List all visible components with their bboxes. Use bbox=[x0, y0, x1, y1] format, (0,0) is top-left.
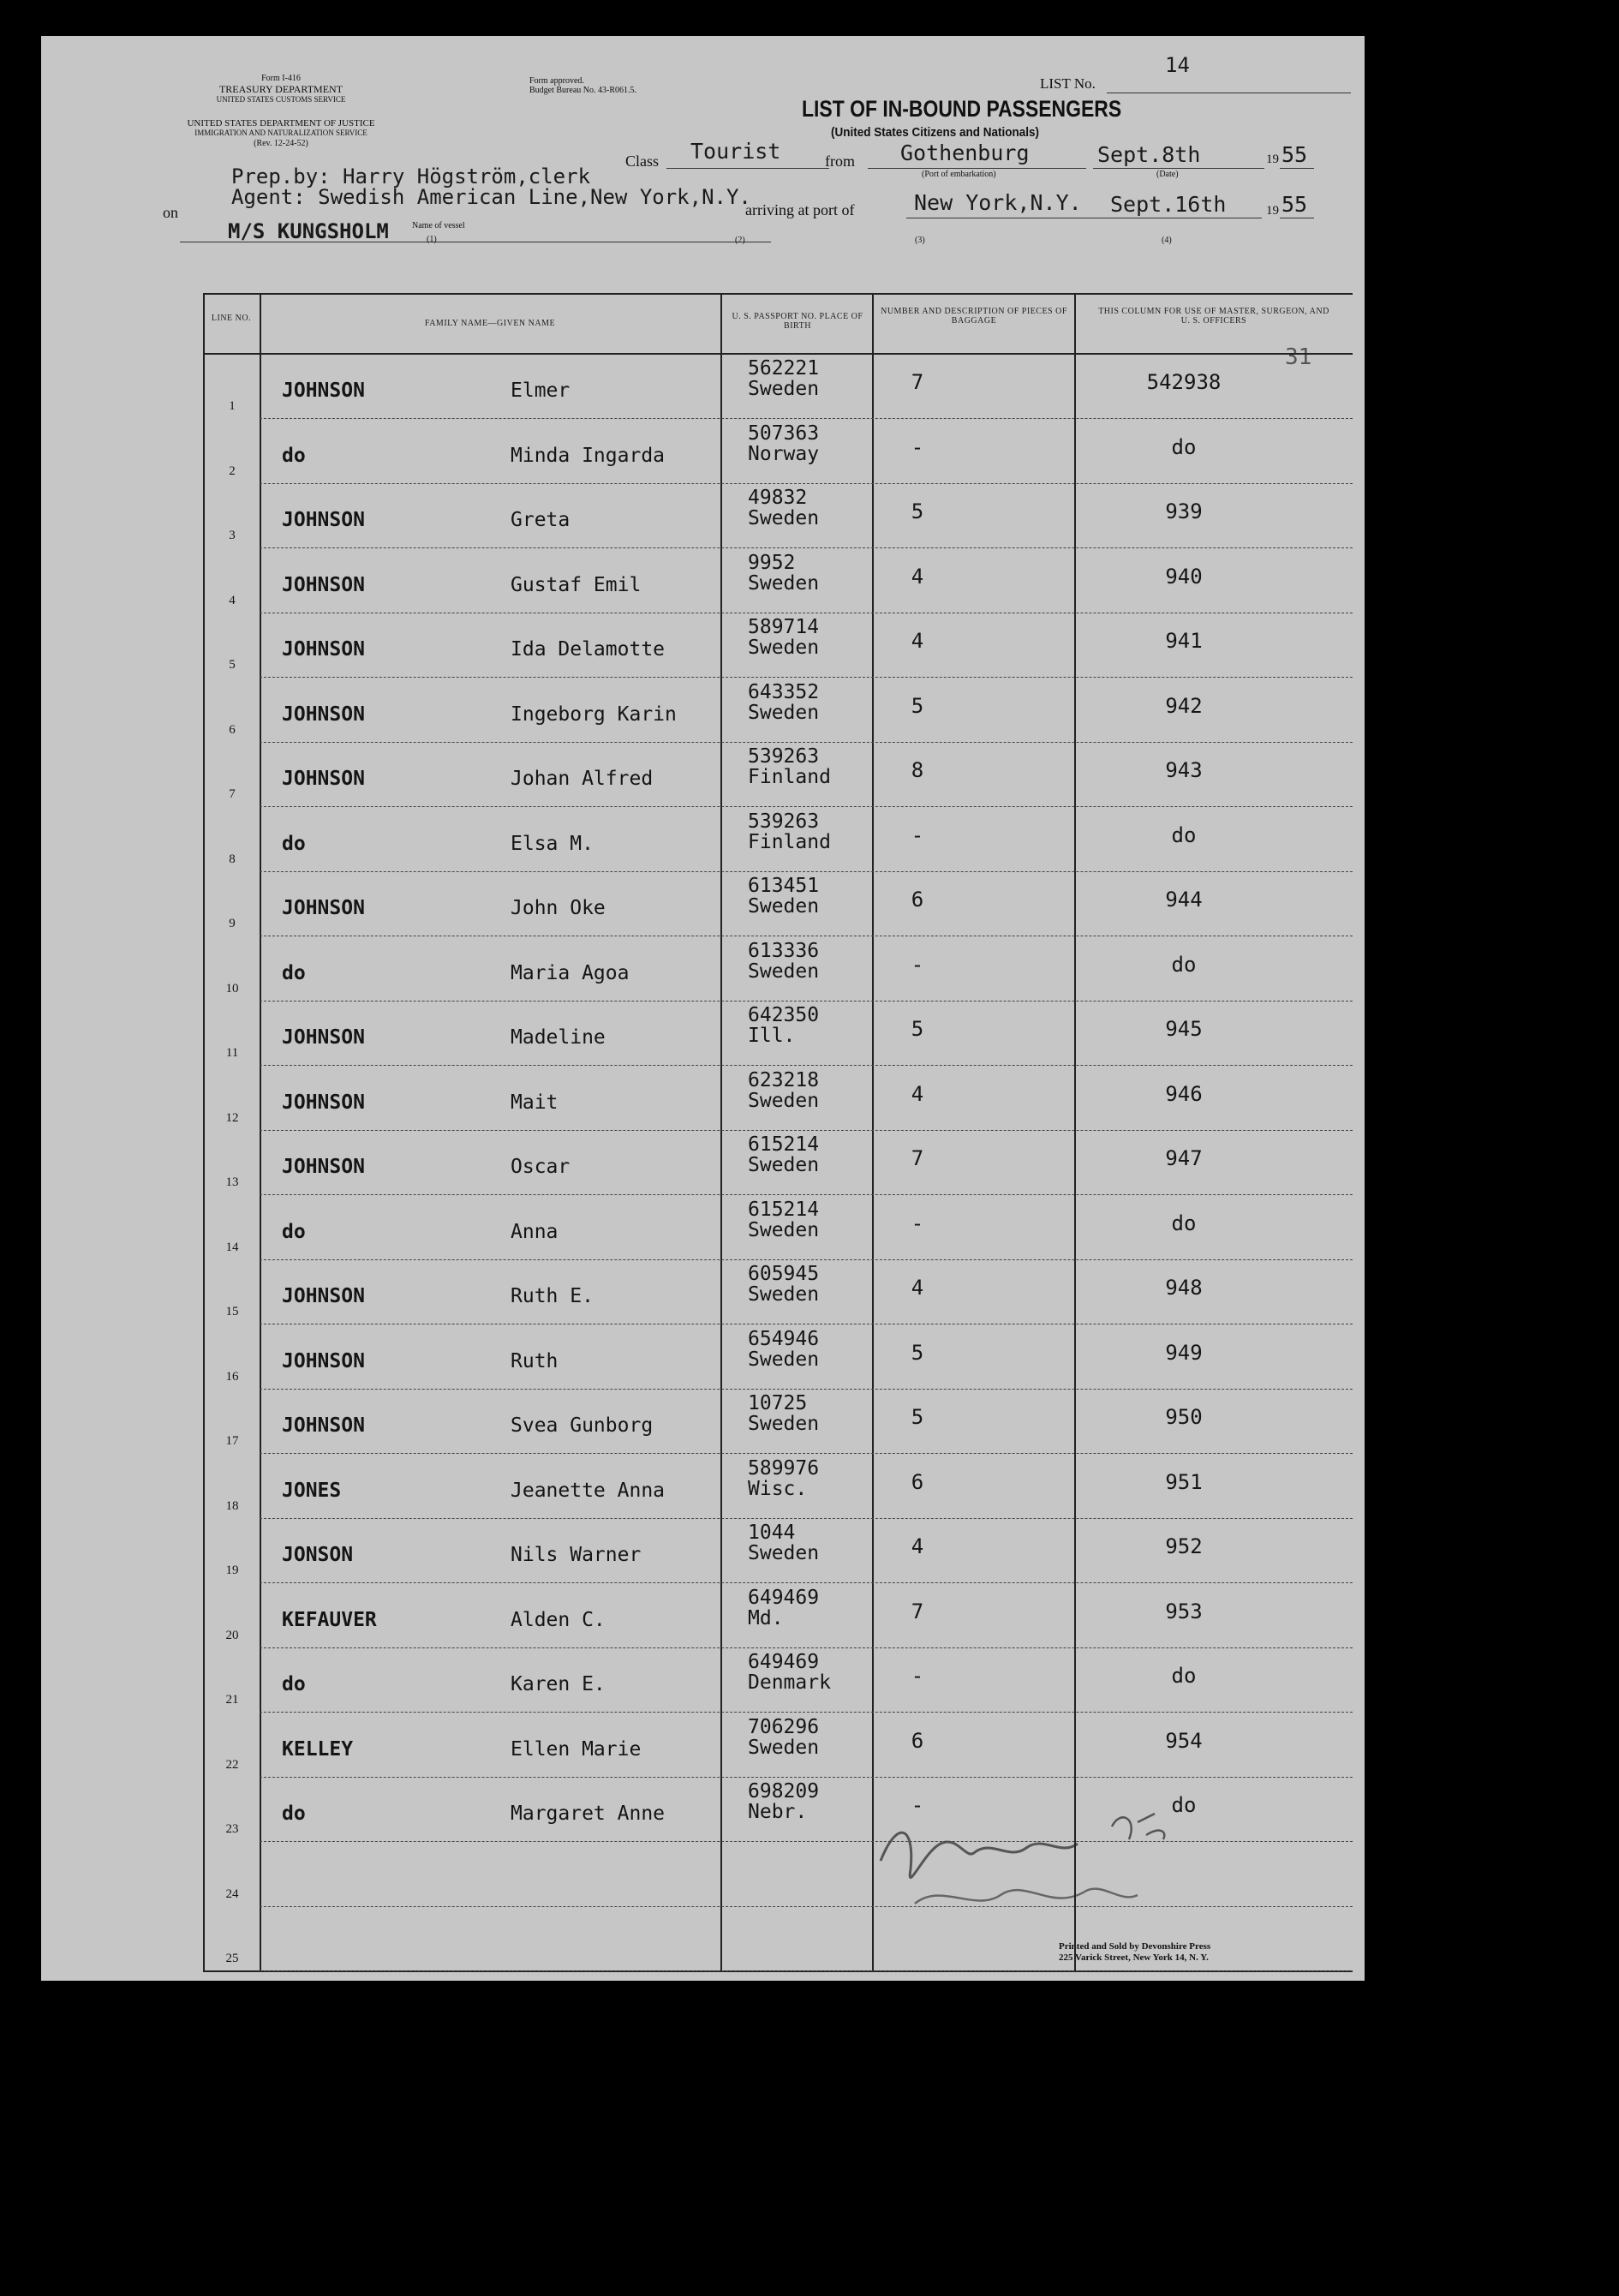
form-revision: (Rev. 12-24-52) bbox=[254, 139, 308, 148]
baggage-count: 6 bbox=[911, 1469, 924, 1494]
table-row bbox=[203, 1519, 1353, 1583]
document-page bbox=[41, 36, 1365, 1981]
baggage-count: 6 bbox=[911, 1728, 924, 1753]
passport-number: 649469 bbox=[748, 1586, 820, 1609]
baggage-count: 4 bbox=[911, 564, 924, 589]
baggage-count: 7 bbox=[911, 1146, 924, 1170]
arrival-date: Sept.16th bbox=[1110, 192, 1227, 217]
place-of-birth: Sweden bbox=[748, 895, 820, 918]
given-name: Jeanette Anna bbox=[511, 1479, 666, 1502]
header-line-no: LINE NO. bbox=[211, 314, 252, 323]
family-name: JOHNSON bbox=[282, 1156, 365, 1178]
officer-number: 945 bbox=[1165, 1017, 1203, 1041]
table-row bbox=[203, 420, 1353, 484]
header-name: FAMILY NAME—GIVEN NAME bbox=[424, 319, 556, 328]
officer-number: 946 bbox=[1165, 1081, 1203, 1106]
line-number: 9 bbox=[229, 917, 236, 930]
passenger-table bbox=[203, 293, 1353, 1972]
passport-cell bbox=[748, 682, 819, 723]
preparer-line: Prep.by: Harry Högström,clerk bbox=[231, 164, 591, 188]
officer-number: 953 bbox=[1165, 1599, 1203, 1623]
given-name: Ellen Marie bbox=[511, 1737, 642, 1761]
baggage-count: 5 bbox=[911, 1340, 924, 1365]
place-of-birth: Finland bbox=[748, 766, 831, 788]
baggage-count: 7 bbox=[911, 1599, 924, 1623]
place-of-birth: Ill. bbox=[748, 1025, 796, 1047]
form-approved: Form approved. bbox=[529, 76, 584, 86]
line-number: 18 bbox=[225, 1498, 239, 1513]
passport-cell bbox=[748, 423, 819, 464]
dept-treasury: TREASURY DEPARTMENT bbox=[218, 83, 344, 95]
list-number: 14 bbox=[1165, 53, 1190, 77]
line-number: 8 bbox=[229, 852, 236, 866]
family-name: JOHNSON bbox=[282, 1285, 365, 1307]
passport-cell bbox=[748, 487, 819, 529]
line-number: 7 bbox=[229, 787, 236, 801]
passport-number: 9952 bbox=[748, 551, 796, 574]
table-row bbox=[203, 1196, 1353, 1260]
passport-number: 589714 bbox=[748, 616, 820, 638]
header-baggage: NUMBER AND DESCRIPTION OF PIECES OF BAGGAGE bbox=[881, 307, 1067, 326]
officer-number: 939 bbox=[1165, 499, 1203, 523]
line-number: 23 bbox=[225, 1822, 239, 1836]
agent-line: Agent: Swedish American Line,New York,N.Y. bbox=[231, 185, 751, 209]
passport-number: 643352 bbox=[748, 680, 820, 703]
line-number: 11 bbox=[225, 1046, 239, 1060]
passport-number: 507363 bbox=[748, 422, 820, 445]
passport-cell bbox=[748, 1717, 819, 1758]
class-label: Class bbox=[625, 152, 660, 170]
baggage-count: 7 bbox=[911, 370, 924, 394]
passport-number: 605945 bbox=[748, 1263, 820, 1285]
officer-number: do bbox=[1171, 1664, 1197, 1688]
vessel-name: M/S KUNGSHOLM bbox=[228, 219, 389, 243]
table-row bbox=[203, 1907, 1353, 1971]
arrival-year: 55 bbox=[1281, 192, 1308, 217]
family-name: KELLEY bbox=[282, 1737, 354, 1761]
date-label: (Date) bbox=[1156, 170, 1179, 179]
table-row bbox=[203, 1390, 1353, 1454]
passport-number: 49832 bbox=[748, 487, 808, 509]
officer-number: 542938 bbox=[1146, 370, 1222, 394]
departure-date: Sept.8th bbox=[1097, 142, 1201, 167]
baggage-count: - bbox=[911, 1211, 924, 1235]
passport-cell bbox=[748, 1199, 819, 1241]
given-name: John Oke bbox=[511, 897, 606, 919]
baggage-count: 4 bbox=[911, 1081, 924, 1106]
place-of-birth: Sweden bbox=[748, 1154, 820, 1176]
baggage-count: - bbox=[911, 1793, 924, 1817]
officer-number: do bbox=[1171, 822, 1197, 847]
family-name: do bbox=[282, 1673, 306, 1695]
line-number: 12 bbox=[225, 1110, 239, 1125]
family-name: JOHNSON bbox=[282, 573, 365, 596]
header-passport: U. S. PASSPORT NO. PLACE OF BIRTH bbox=[732, 312, 863, 331]
given-name: Gustaf Emil bbox=[511, 573, 642, 596]
table-row bbox=[203, 1002, 1353, 1066]
year-prefix-2: 19 bbox=[1266, 204, 1279, 218]
passport-number: 589976 bbox=[748, 1456, 820, 1480]
form-number: Form I-416 bbox=[261, 74, 301, 83]
place-of-birth: Md. bbox=[748, 1606, 784, 1629]
passport-cell bbox=[748, 1393, 819, 1434]
officer-number: 952 bbox=[1165, 1534, 1203, 1558]
baggage-count: 5 bbox=[911, 1017, 924, 1041]
officer-number: 941 bbox=[1165, 629, 1203, 653]
place-of-birth: Nebr. bbox=[748, 1801, 808, 1823]
col-2-number: (2) bbox=[735, 236, 745, 245]
passport-cell bbox=[748, 811, 831, 852]
on-label: on bbox=[163, 204, 178, 221]
given-name: Minda Ingarda bbox=[511, 444, 666, 467]
printer-line-2: 225 Varick Street, New York 14, N. Y. bbox=[1059, 1952, 1209, 1963]
line-number: 5 bbox=[229, 658, 236, 672]
place-of-birth: Finland bbox=[748, 830, 831, 853]
passport-number: 562221 bbox=[748, 357, 820, 380]
place-of-birth: Sweden bbox=[748, 701, 820, 724]
passport-number: 615214 bbox=[748, 1198, 820, 1221]
family-name: JOHNSON bbox=[282, 768, 365, 790]
family-name: JOHNSON bbox=[282, 638, 365, 661]
given-name: Alden C. bbox=[511, 1608, 606, 1631]
passport-cell bbox=[748, 1587, 819, 1629]
margin-note: 31 bbox=[1285, 344, 1312, 370]
place-of-birth: Sweden bbox=[748, 637, 820, 659]
table-row bbox=[203, 613, 1353, 678]
given-name: Ida Delamotte bbox=[511, 638, 666, 661]
line-number: 22 bbox=[225, 1757, 239, 1772]
passport-cell bbox=[748, 358, 819, 399]
passport-cell bbox=[748, 1329, 819, 1370]
line-number: 25 bbox=[225, 1952, 239, 1965]
line-number: 21 bbox=[225, 1693, 239, 1707]
class-value: Tourist bbox=[690, 139, 781, 164]
passport-cell bbox=[748, 1458, 819, 1499]
given-name: Nils Warner bbox=[511, 1544, 642, 1566]
line-number: 2 bbox=[229, 463, 236, 478]
table-row bbox=[203, 1584, 1353, 1648]
line-number: 1 bbox=[229, 399, 236, 413]
table-row bbox=[203, 1325, 1353, 1390]
passport-cell bbox=[748, 553, 819, 594]
embarkation-port: Gothenburg bbox=[900, 141, 1030, 165]
family-name: JONES bbox=[282, 1479, 342, 1502]
place-of-birth: Denmark bbox=[748, 1671, 831, 1694]
table-row bbox=[203, 484, 1353, 548]
baggage-count: - bbox=[911, 822, 924, 847]
passport-number: 539263 bbox=[748, 745, 820, 768]
line-number: 15 bbox=[225, 1305, 239, 1318]
passport-cell bbox=[748, 876, 819, 917]
place-of-birth: Sweden bbox=[748, 1089, 820, 1112]
line-number: 24 bbox=[225, 1886, 239, 1901]
passport-number: 649469 bbox=[748, 1651, 820, 1673]
given-name: Greta bbox=[511, 509, 571, 531]
line-number: 10 bbox=[225, 981, 239, 996]
given-name: Karen E. bbox=[511, 1673, 606, 1695]
line-number: 3 bbox=[229, 529, 236, 542]
family-name: KEFAUVER bbox=[282, 1608, 377, 1631]
table-row bbox=[203, 1648, 1353, 1713]
table-row bbox=[203, 1713, 1353, 1778]
budget-bureau: Budget Bureau No. 43-R061.5. bbox=[529, 86, 636, 95]
dept-justice: UNITED STATES DEPARTMENT OF JUSTICE bbox=[187, 118, 375, 129]
given-name: Maria Agoa bbox=[511, 961, 630, 984]
officer-number: do bbox=[1171, 434, 1197, 459]
family-name: do bbox=[282, 444, 306, 467]
officer-number: 943 bbox=[1165, 758, 1203, 782]
family-name: JOHNSON bbox=[282, 380, 365, 402]
passport-cell bbox=[748, 1005, 819, 1046]
given-name: Madeline bbox=[511, 1026, 606, 1049]
table-row bbox=[203, 937, 1353, 1002]
officer-number: 950 bbox=[1165, 1405, 1203, 1429]
table-row bbox=[203, 355, 1353, 419]
baggage-count: 4 bbox=[911, 629, 924, 653]
family-name: do bbox=[282, 1803, 306, 1825]
passport-number: 706296 bbox=[748, 1715, 820, 1738]
line-number: 17 bbox=[225, 1434, 239, 1448]
line-number: 14 bbox=[225, 1240, 239, 1254]
passport-number: 539263 bbox=[748, 810, 820, 833]
baggage-count: - bbox=[911, 952, 924, 977]
col-4-number: (4) bbox=[1162, 236, 1172, 245]
passport-number: 613336 bbox=[748, 939, 820, 962]
given-name: Oscar bbox=[511, 1156, 571, 1178]
line-number: 4 bbox=[229, 593, 236, 607]
line-number: 16 bbox=[225, 1369, 239, 1384]
given-name: Elsa M. bbox=[511, 832, 594, 855]
line-number: 19 bbox=[225, 1564, 239, 1577]
given-name: Svea Gunborg bbox=[511, 1414, 654, 1437]
departure-year: 55 bbox=[1281, 142, 1308, 167]
given-name: Ruth bbox=[511, 1349, 559, 1372]
embarkation-label: (Port of embarkation) bbox=[922, 170, 996, 179]
place-of-birth: Sweden bbox=[748, 571, 820, 595]
family-name: do bbox=[282, 1220, 306, 1243]
given-name: Johan Alfred bbox=[511, 768, 654, 790]
passport-cell bbox=[748, 941, 819, 982]
table-row bbox=[203, 1260, 1353, 1324]
baggage-count: 8 bbox=[911, 758, 924, 782]
table-row bbox=[203, 743, 1353, 807]
passport-number: 613451 bbox=[748, 875, 820, 897]
vessel-label: Name of vessel bbox=[412, 221, 465, 230]
col-1-number: (1) bbox=[427, 235, 437, 244]
baggage-count: - bbox=[911, 434, 924, 459]
place-of-birth: Sweden bbox=[748, 1542, 820, 1564]
table-row bbox=[203, 1843, 1353, 1907]
passport-cell bbox=[748, 1522, 819, 1564]
col-3-number: (3) bbox=[915, 236, 925, 245]
family-name: JONSON bbox=[282, 1544, 354, 1566]
baggage-count: 4 bbox=[911, 1276, 924, 1300]
arrival-port: New York,N.Y. bbox=[914, 190, 1082, 215]
officer-number: do bbox=[1171, 1211, 1197, 1235]
line-number: 6 bbox=[229, 722, 236, 737]
given-name: Margaret Anne bbox=[511, 1803, 666, 1825]
baggage-count: 4 bbox=[911, 1534, 924, 1558]
place-of-birth: Sweden bbox=[748, 960, 820, 983]
passport-cell bbox=[748, 1264, 819, 1305]
table-row bbox=[203, 549, 1353, 613]
passport-number: 10725 bbox=[748, 1392, 808, 1414]
table-row bbox=[203, 1131, 1353, 1195]
passport-cell bbox=[748, 1070, 819, 1111]
officer-number: 947 bbox=[1165, 1146, 1203, 1170]
given-name: Mait bbox=[511, 1091, 559, 1114]
dept-immigration: IMMIGRATION AND NATURALIZATION SERVICE bbox=[194, 129, 367, 137]
place-of-birth: Sweden bbox=[748, 378, 820, 400]
header-officers: THIS COLUMN FOR USE OF MASTER, SURGEON, AND U. S. OFFICERS bbox=[1098, 307, 1329, 326]
passport-number: 642350 bbox=[748, 1004, 820, 1026]
baggage-count: - bbox=[911, 1664, 924, 1688]
family-name: JOHNSON bbox=[282, 1026, 365, 1049]
officer-number: do bbox=[1171, 952, 1197, 977]
place-of-birth: Sweden bbox=[748, 1218, 820, 1241]
officer-number: 951 bbox=[1165, 1469, 1203, 1494]
table-row bbox=[203, 1067, 1353, 1131]
officer-number: 948 bbox=[1165, 1276, 1203, 1300]
given-name: Elmer bbox=[511, 380, 571, 402]
place-of-birth: Norway bbox=[748, 442, 820, 465]
family-name: JOHNSON bbox=[282, 897, 365, 919]
year-prefix: 19 bbox=[1266, 152, 1279, 166]
list-number-label: LIST No. bbox=[1040, 75, 1096, 92]
family-name: do bbox=[282, 961, 306, 984]
table-row bbox=[203, 1455, 1353, 1519]
place-of-birth: Sweden bbox=[748, 1413, 820, 1435]
passport-number: 615214 bbox=[748, 1133, 820, 1156]
line-number: 20 bbox=[225, 1628, 239, 1642]
baggage-count: 5 bbox=[911, 693, 924, 718]
passport-cell bbox=[748, 617, 819, 658]
place-of-birth: Sweden bbox=[748, 1736, 820, 1759]
table-row bbox=[203, 1778, 1353, 1842]
line-number: 13 bbox=[225, 1175, 239, 1189]
baggage-count: 5 bbox=[911, 499, 924, 523]
officer-number: do bbox=[1171, 1793, 1197, 1817]
given-name: Anna bbox=[511, 1220, 559, 1243]
family-name: JOHNSON bbox=[282, 1091, 365, 1114]
given-name: Ingeborg Karin bbox=[511, 703, 677, 726]
printer-line-1: Printed and Sold by Devonshire Press bbox=[1059, 1941, 1211, 1952]
given-name: Ruth E. bbox=[511, 1285, 594, 1307]
page-title: LIST OF IN-BOUND PASSENGERS bbox=[802, 96, 1122, 122]
passport-number: 623218 bbox=[748, 1068, 820, 1091]
passport-cell bbox=[748, 1652, 831, 1693]
passport-cell bbox=[748, 1134, 819, 1175]
passport-cell bbox=[748, 1781, 819, 1822]
place-of-birth: Sweden bbox=[748, 507, 820, 529]
family-name: JOHNSON bbox=[282, 509, 365, 531]
passport-number: 1044 bbox=[748, 1522, 796, 1544]
passport-number: 698209 bbox=[748, 1780, 820, 1803]
table-row bbox=[203, 808, 1353, 872]
officer-number: 944 bbox=[1165, 888, 1203, 912]
table-row bbox=[203, 872, 1353, 936]
arriving-label: arriving at port of bbox=[745, 201, 855, 218]
place-of-birth: Sweden bbox=[748, 1348, 820, 1371]
passport-number: 654946 bbox=[748, 1327, 820, 1350]
place-of-birth: Wisc. bbox=[748, 1477, 808, 1500]
place-of-birth: Sweden bbox=[748, 1283, 820, 1306]
officer-number: 942 bbox=[1165, 693, 1203, 718]
officer-number: 949 bbox=[1165, 1340, 1203, 1365]
officer-number: 940 bbox=[1165, 564, 1203, 589]
family-name: JOHNSON bbox=[282, 1414, 365, 1437]
from-label: from bbox=[825, 152, 855, 170]
baggage-count: 6 bbox=[911, 888, 924, 912]
baggage-count: 5 bbox=[911, 1405, 924, 1429]
passport-cell bbox=[748, 746, 831, 787]
family-name: do bbox=[282, 832, 306, 855]
dept-customs: UNITED STATES CUSTOMS SERVICE bbox=[216, 95, 346, 104]
family-name: JOHNSON bbox=[282, 703, 365, 726]
table-row bbox=[203, 679, 1353, 743]
family-name: JOHNSON bbox=[282, 1349, 365, 1372]
page-subtitle: (United States Citizens and Nationals) bbox=[831, 125, 1040, 140]
officer-number: 954 bbox=[1165, 1728, 1203, 1753]
